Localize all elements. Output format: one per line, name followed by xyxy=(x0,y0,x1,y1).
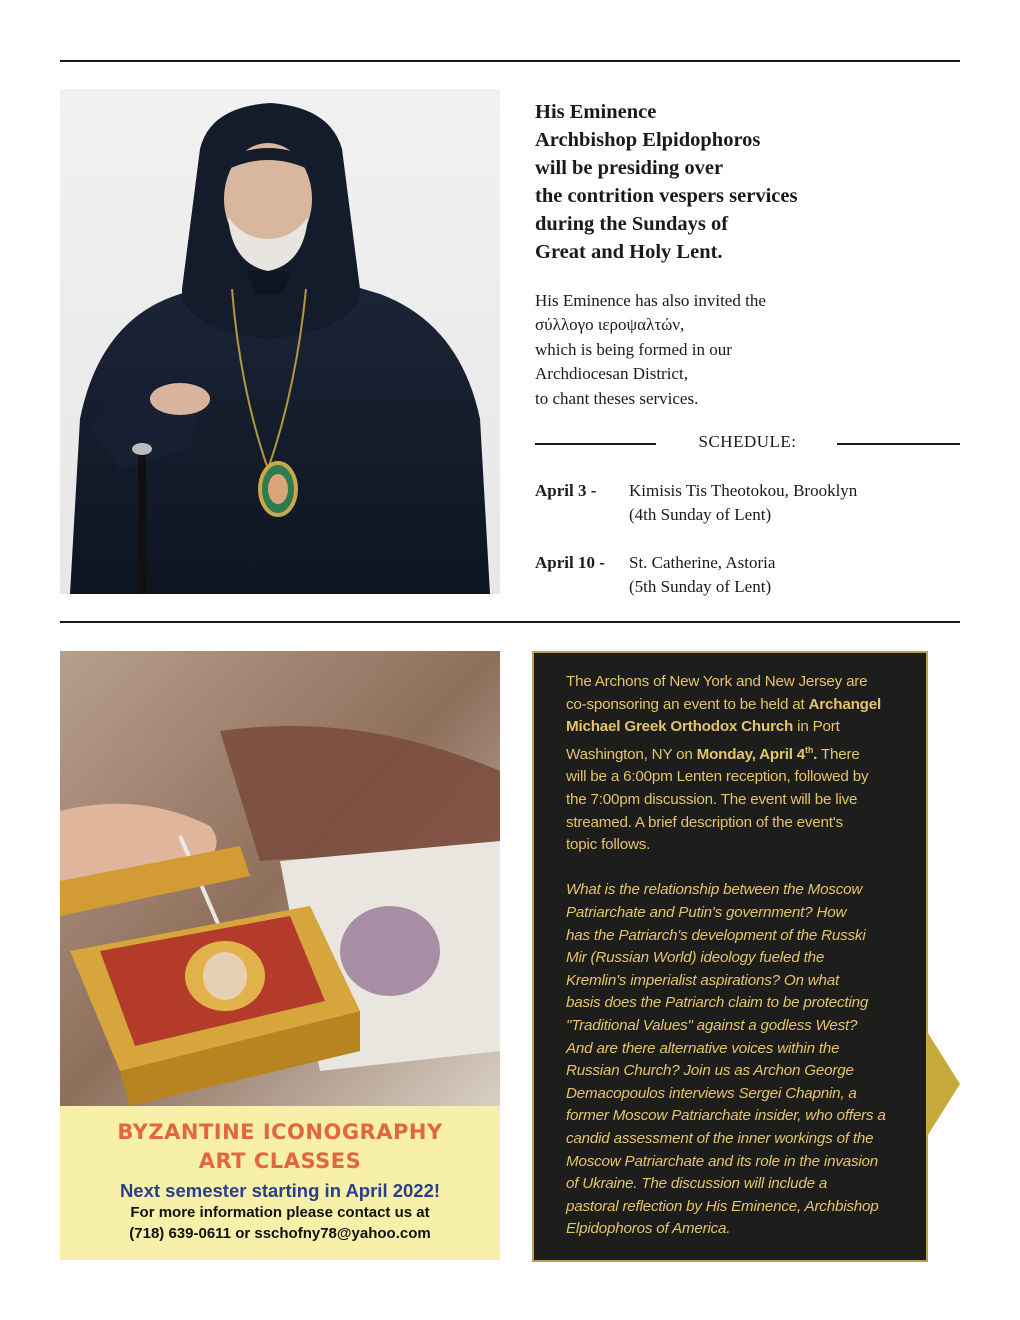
iconography-photo xyxy=(60,651,500,1106)
event-line: The Archons of New York and New Jersey are xyxy=(566,673,868,690)
invitation-paragraph xyxy=(535,289,955,411)
headline-line: the contrition vespers services xyxy=(535,185,798,207)
schedule-note: (5th Sunday of Lent) xyxy=(629,577,772,596)
event-text-run: There xyxy=(817,745,860,763)
archbishop-portrait-illustration xyxy=(60,89,500,594)
intro-line: His Eminence has also invited the xyxy=(535,291,766,310)
event-date-bold xyxy=(697,746,818,763)
schedule-label: SCHEDULE: xyxy=(698,432,797,451)
event-date-period: . xyxy=(813,745,818,763)
topic-line: Mir (Russian World) ideology fueled the xyxy=(566,949,825,967)
intro-line: which is being formed in our xyxy=(535,339,732,359)
intro-line: to chant theses services. xyxy=(535,388,699,408)
paragraph-spacer xyxy=(566,857,906,880)
archbishop-photo xyxy=(60,89,500,594)
topic-line: former Moscow Patriarchate insider, who offers a xyxy=(566,1107,886,1125)
topic-line: basis does the Patriarch claim to be protecting xyxy=(566,994,869,1012)
headline-line: during the Sundays of xyxy=(535,213,729,235)
event-text-run: co-sponsoring an event to be held at xyxy=(566,695,809,713)
event-venue-bold: Archangel xyxy=(808,695,882,713)
schedule-location: St. Catherine, Astoria xyxy=(629,553,776,572)
arrow-right-icon xyxy=(926,1030,960,1138)
event-venue-bold: Michael Greek Orthodox Church xyxy=(566,718,794,736)
topic-line: "Traditional Values" against a godless West? xyxy=(566,1016,858,1034)
event-line: topic follows. xyxy=(566,836,651,854)
schedule-rule-right xyxy=(837,443,960,445)
event-description xyxy=(566,671,906,1241)
topic-line: of Ukraine. The discussion will include a xyxy=(566,1175,828,1193)
ad-title-line: BYZANTINE ICONOGRAPHY xyxy=(117,1120,443,1144)
schedule-heading xyxy=(535,432,960,456)
ad-contact xyxy=(60,1202,500,1244)
topic-line: Demacopoulos interviews Sergei Chapnin, a xyxy=(566,1084,857,1102)
topic-line: Moscow Patriarchate and its role in the invasion xyxy=(566,1152,879,1170)
schedule-note: (4th Sunday of Lent) xyxy=(629,505,772,524)
event-line xyxy=(566,739,906,767)
ad-title-line: ART CLASSES xyxy=(198,1149,362,1173)
headline-line: His Eminence xyxy=(535,101,657,123)
intro-line: σύλλογο ιεροψαλτών, xyxy=(535,315,685,335)
ad-title xyxy=(60,1118,500,1176)
headline-line: Great and Holy Lent. xyxy=(535,241,723,263)
topic-line: And are there alternative voices within the xyxy=(566,1039,840,1057)
headline-line: Archbishop Elpidophoros xyxy=(535,129,761,151)
schedule-item xyxy=(535,479,960,529)
top-divider xyxy=(60,60,960,62)
topic-line: Russian Church? Join us as Archon George xyxy=(566,1062,854,1080)
topic-line: pastoral reflection by His Eminence, Archbishop xyxy=(566,1197,879,1215)
ad-subtitle: Next semester starting in April 2022! xyxy=(119,1180,441,1201)
ad-contact-line: For more information please contact us at xyxy=(130,1204,430,1221)
event-text-run: Washington, NY on xyxy=(566,745,697,763)
event-line: streamed. A brief description of the event's xyxy=(566,813,843,831)
topic-line: Patriarchate and Putin's government? How xyxy=(566,904,847,921)
event-date-suffix: th xyxy=(805,744,814,755)
event-line xyxy=(566,694,906,717)
intro-line: Archdiocesan District, xyxy=(535,364,688,384)
topic-line: Elpidophoros of America. xyxy=(566,1220,731,1238)
event-line xyxy=(566,716,906,739)
iconography-classes-ad xyxy=(60,1106,500,1260)
topic-line: What is the relationship between the Moscow xyxy=(566,881,863,899)
event-line: the 7:00pm discussion. The event will be live xyxy=(566,791,858,809)
topic-line: candid assessment of the inner workings of the xyxy=(566,1129,874,1147)
schedule-date: April 3 - xyxy=(535,481,597,500)
schedule-location: Kimisis Tis Theotokou, Brooklyn xyxy=(629,481,858,500)
section-divider xyxy=(60,621,960,623)
schedule-item xyxy=(535,551,960,601)
archons-event-box xyxy=(532,651,928,1262)
topic-line: Kremlin's imperialist aspirations? On what xyxy=(566,971,840,989)
headline-line: will be presiding over xyxy=(535,157,724,179)
icon-painting-illustration xyxy=(60,651,500,1106)
schedule-date: April 10 - xyxy=(535,553,605,572)
event-line: will be a 6:00pm Lenten reception, followed by xyxy=(566,768,869,786)
topic-line: has the Patriarch's development of the Russki xyxy=(566,926,866,944)
announcement-headline xyxy=(535,98,955,266)
ad-contact-line: (718) 639-0611 or sschofny78@yahoo.com xyxy=(129,1225,431,1242)
event-date: Monday, April 4 xyxy=(696,745,806,763)
event-text-run: in Port xyxy=(793,718,840,736)
